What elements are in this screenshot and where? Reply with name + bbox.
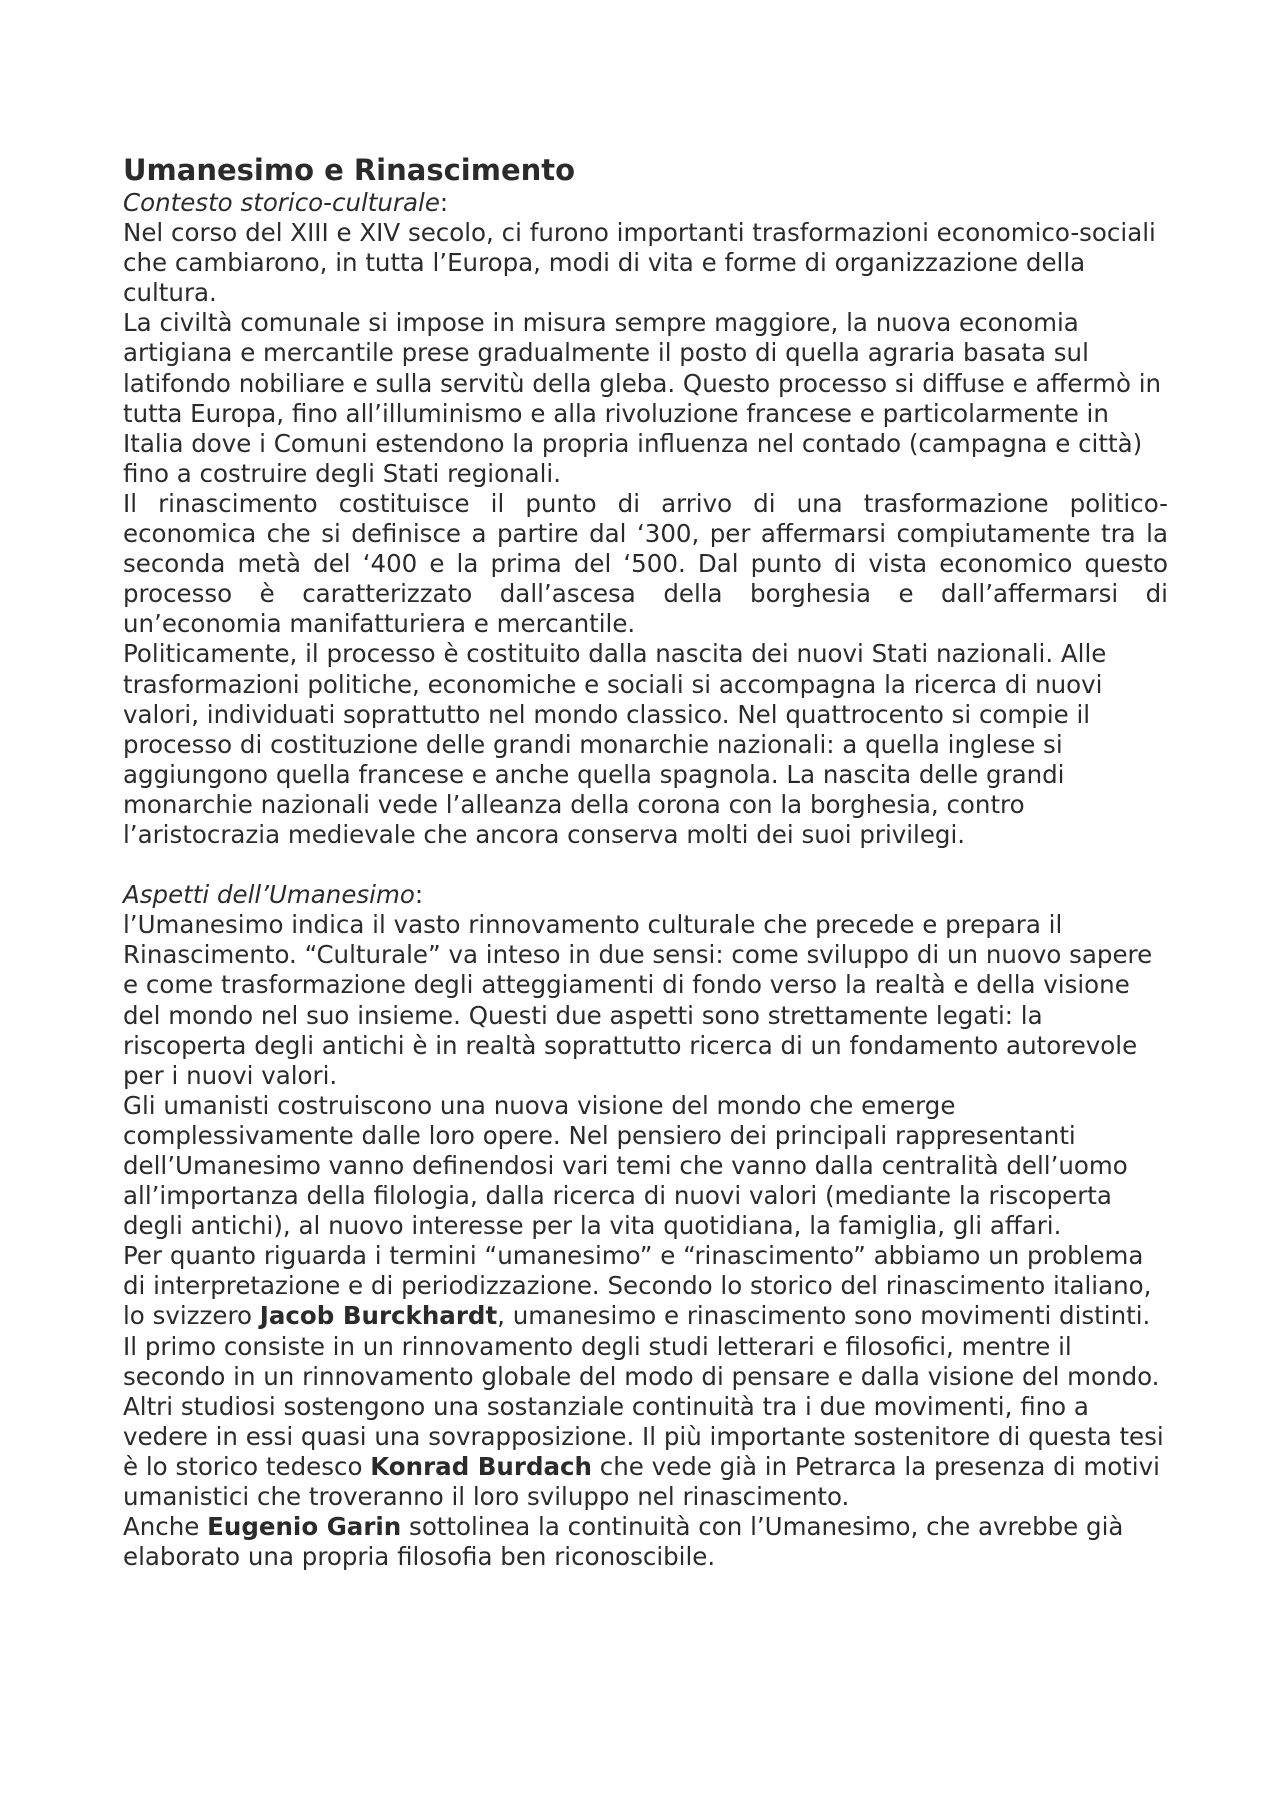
paragraph-aspetti-5-after: sottolinea la continuità con l’Umanesimo, che avrebbe già elaborato una propria filosofia ben riconoscibile.	[123, 1512, 1124, 1572]
paragraph-aspetti-5	[123, 1512, 1168, 1572]
paragraph-aspetti-2: Gli umanisti costruiscono una nuova visione del mondo che emerge complessivamente dalle loro opere. Nel pensiero dei principali rappresentanti dell’Umanesimo vanno definendosi vari temi che vanno dalla centralità dell’uomo all’importanza della filologia, dalla ricerca di nuovi valori (mediante la riscoperta degli antichi), al nuovo interesse per la vita quotidiana, la famiglia, gli affari.	[123, 1090, 1128, 1241]
section-heading-aspetti-colon: :	[414, 880, 424, 910]
paragraph-aspetti-3	[123, 1241, 1168, 1391]
name-jacob-burckhardt: Jacob Burckhardt	[259, 1301, 498, 1331]
paragraph-contesto-2: La civiltà comunale si impose in misura sempre maggiore, la nuova economia artigiana e mercantile prese gradualmente il posto di quella agraria basata sul latifondo nobiliare e sulla servitù della gleba. Questo processo si diffuse e affermò in tutta Europa, fino all’illuminismo e alla rivoluzione francese e particolarmente in Italia dove i Comuni estendono la propria influenza nel contado (campagna e città) fino a costruire degli Stati regionali.	[123, 308, 1162, 488]
paragraph-aspetti-3-after: , umanesimo e rinascimento sono movimenti distinti. Il primo consiste in un rinnovamento degli studi letterari e filosofici, mentre il secondo in un rinnovamento globale del modo di pensare e dalla visione del mondo.	[123, 1301, 1160, 1391]
paragraph-contesto-1: Nel corso del XIII e XIV secolo, ci furono importanti trasformazioni economico-sociali che cambiarono, in tutta l’Europa, modi di vita e forme di organizzazione della cultura.	[123, 218, 1156, 308]
document-title: Umanesimo e Rinascimento	[123, 153, 576, 187]
paragraph-aspetti-4-after: che vede già in Petrarca la presenza di motivi umanistici che troveranno il loro sviluppo nel rinascimento.	[123, 1451, 1160, 1512]
name-eugenio-garin: Eugenio Garin	[207, 1512, 402, 1542]
name-konrad-burdach: Konrad Burdach	[370, 1451, 592, 1481]
section-heading-aspetti-text: Aspetti dell’Umanesimo	[123, 880, 415, 910]
section-heading-contesto-text: Contesto storico-culturale	[123, 188, 440, 217]
document-page	[123, 152, 1168, 1572]
section-heading-aspetti	[123, 880, 1168, 910]
section-heading-contesto	[123, 188, 1168, 218]
paragraph-aspetti-3-before: Per quanto riguarda i termini “umanesimo” e “rinascimento” abbiamo un problema di interpretazione e di periodizzazione. Secondo lo storico del rinascimento italiano, lo svizzero	[123, 1241, 1152, 1331]
paragraph-aspetti-1: l’Umanesimo indica il vasto rinnovamento culturale che precede e prepara il Rinascimento. “Culturale” va inteso in due sensi: come sviluppo di un nuovo sapere e come trasformazione degli atteggiamenti di fondo verso la realtà e della visione del mondo nel suo insieme. Questi due aspetti sono strettamente legati: la riscoperta degli antichi è in realtà soprattutto ricerca di un fondamento autorevole per i nuovi valori.	[123, 910, 1153, 1090]
paragraph-aspetti-5-before: Anche	[123, 1512, 208, 1542]
section-heading-contesto-colon: :	[439, 188, 449, 217]
blank-line	[123, 850, 1168, 880]
paragraph-contesto-4: Politicamente, il processo è costituito dalla nascita dei nuovi Stati nazionali. Alle trasformazioni politiche, economiche e sociali si accompagna la ricerca di nuovi valori, individuati soprattutto nel mondo classico. Nel quattrocento si compie il processo di costituzione delle grandi monarchie nazionali: a quella inglese si aggiungono quella francese e anche quella spagnola. La nascita delle grandi monarchie nazionali vede l’alleanza della corona con la borghesia, contro l’aristocrazia medievale che ancora conserva molti dei suoi privilegi.	[123, 639, 1107, 849]
paragraph-aspetti-4	[123, 1392, 1168, 1512]
paragraph-aspetti-4-before: Altri studiosi sostengono una sostanziale continuità tra i due movimenti, fino a vedere in essi quasi una sovrapposizione. Il più importante sostenitore di questa tesi è lo storico tedesco	[123, 1391, 1164, 1481]
paragraph-contesto-3: Il rinascimento costituisce il punto di arrivo di una trasformazione politico-economica che si definisce a partire dal ‘300, per affermarsi compiutamente tra la seconda metà del ‘400 e la prima del ‘500. Dal punto di vista economico questo processo è caratterizzato dall’ascesa della borghesia e dall’affermarsi di un’economia manifatturiera e mercantile.	[123, 488, 1168, 639]
